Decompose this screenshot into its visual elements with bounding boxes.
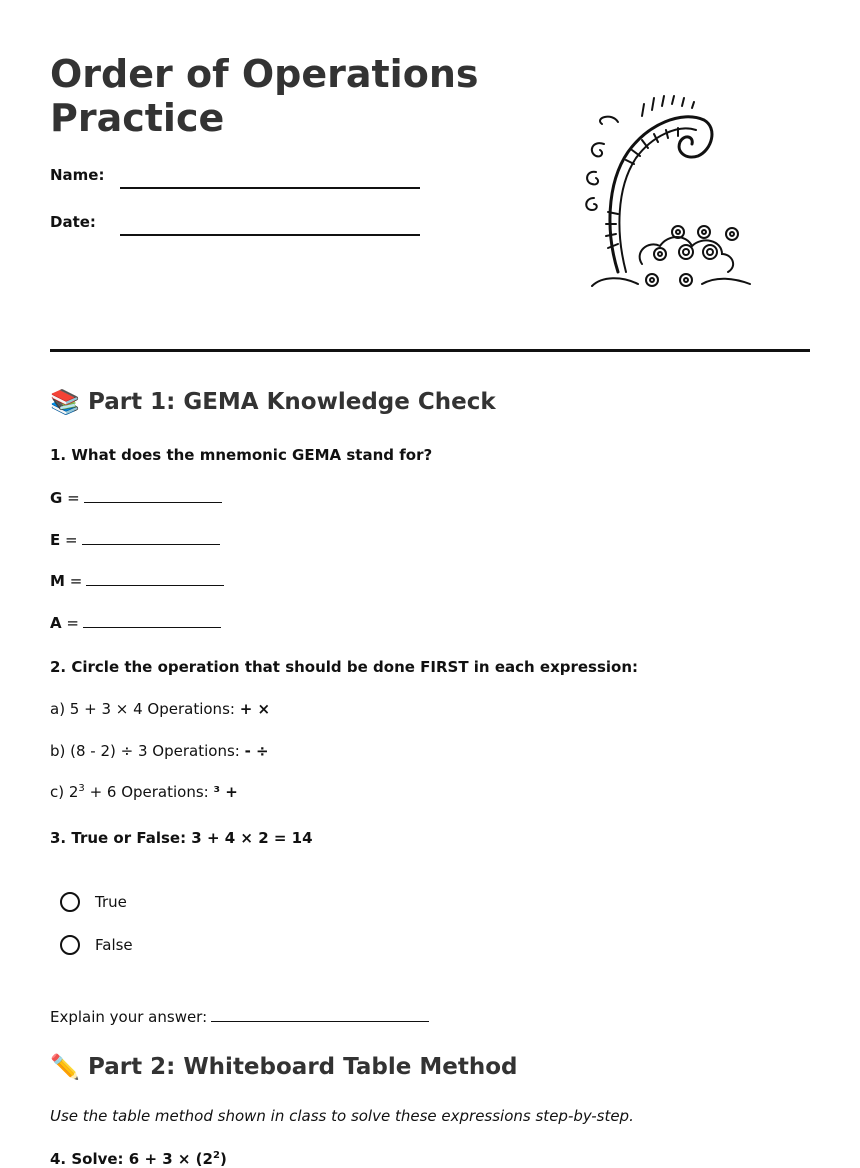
date-label: Date: — [50, 213, 96, 231]
books-icon: 📚 — [50, 388, 80, 416]
radio-true[interactable] — [60, 892, 80, 912]
gema-e-blank[interactable] — [82, 530, 220, 545]
operations-a[interactable]: + × — [239, 700, 271, 718]
gema-m-row: M = — [50, 571, 224, 590]
part2-instructions: Use the table method shown in class to solve these expressions step-by-step. — [50, 1107, 634, 1125]
pencil-icon: ✏️ — [50, 1053, 80, 1081]
radio-false[interactable] — [60, 935, 80, 955]
question-4: 4. Solve: $6 + 3 \times (2^2)$ — [50, 1150, 227, 1168]
expression-a: a) 5 + 3 × 4 Operations: + × — [50, 700, 271, 718]
part2-heading: ✏️ Part 2: Whiteboard Table Method — [50, 1053, 518, 1081]
explain-blank[interactable] — [211, 1007, 429, 1022]
gema-a-row: A = — [50, 613, 221, 632]
operations-c[interactable]: ³ + — [213, 783, 238, 801]
koru-fern-icon — [582, 94, 754, 294]
section-divider — [50, 349, 810, 352]
part1-heading: 📚 Part 1: GEMA Knowledge Check — [50, 388, 496, 416]
date-field[interactable] — [120, 234, 420, 236]
question-1: 1. What does the mnemonic GEMA stand for? — [50, 446, 433, 464]
page-title: Order of Operations Practice — [50, 52, 479, 140]
expression-c: c) $2^3 + 6$ Operations: ³ + — [50, 783, 238, 801]
name-field[interactable] — [120, 187, 420, 189]
question-3: 3. True or False: 3 + 4 × 2 = 14 — [50, 829, 313, 847]
name-label: Name: — [50, 166, 105, 184]
gema-g-blank[interactable] — [84, 488, 222, 503]
gema-g-row: G = — [50, 488, 222, 507]
gema-a-blank[interactable] — [83, 613, 221, 628]
option-false[interactable]: False — [60, 935, 133, 955]
explain-row: Explain your answer: — [50, 1007, 429, 1026]
question-2: 2. Circle the operation that should be done FIRST in each expression: — [50, 658, 639, 676]
operations-b[interactable]: - ÷ — [244, 742, 269, 760]
expression-b: b) (8 - 2) ÷ 3 Operations: - ÷ — [50, 742, 269, 760]
option-true[interactable]: True — [60, 892, 127, 912]
gema-e-row: E = — [50, 530, 220, 549]
gema-m-blank[interactable] — [86, 571, 224, 586]
